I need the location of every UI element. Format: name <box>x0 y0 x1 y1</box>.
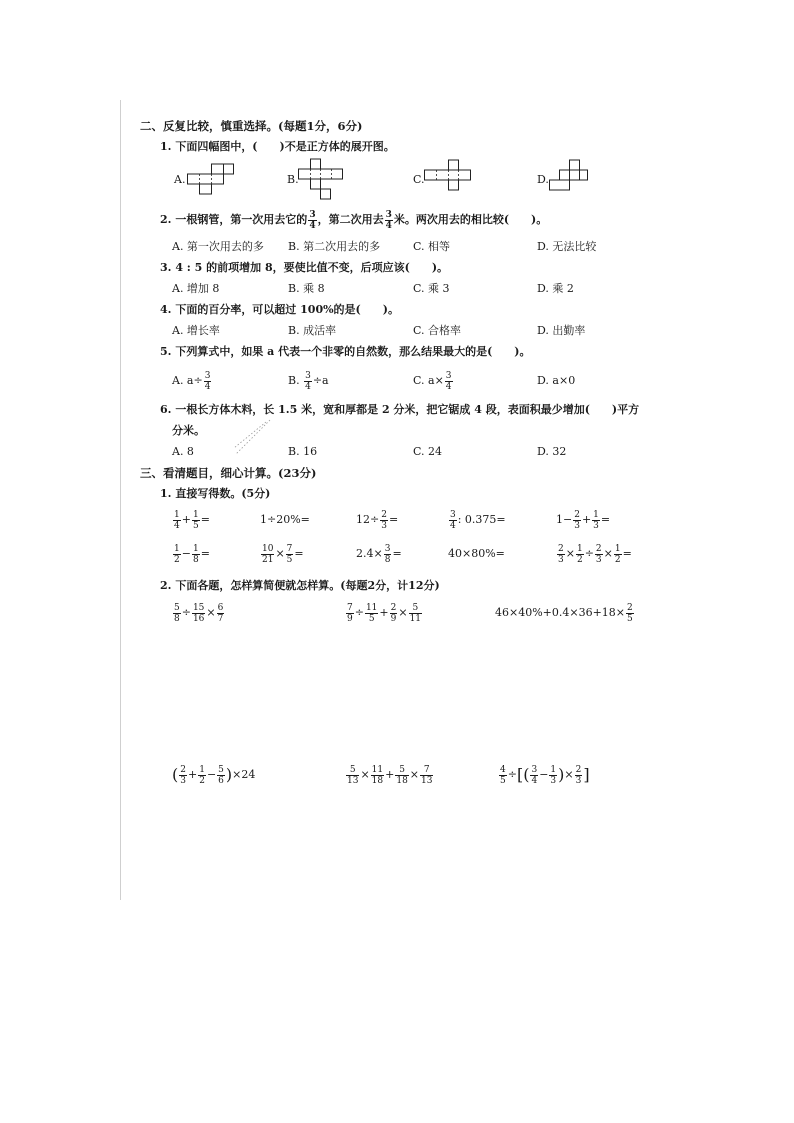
q2-fraction-1: $\frac{3}{4}$ <box>309 209 316 231</box>
q5-option-a[interactable]: A. a÷ $\frac{3}{4}$ <box>172 370 211 392</box>
oral-calc-1-1: $\frac{1}{4}$ + $\frac{1}{5}$ = <box>174 509 210 531</box>
q3-text: 3. 4 : 5 的前项增加 8，要使比值不变，后项应该( )。 <box>160 261 449 274</box>
oral-calc-1-3: 12÷ $\frac{2}{3}$ = <box>356 509 399 531</box>
q2-fraction-2: $\frac{3}{4}$ <box>385 209 392 231</box>
q3-option-b[interactable]: B. 乘 8 <box>288 282 325 295</box>
q5-text: 5. 下列算式中，如果 a 代表一个非零的自然数，那么结果最大的是( )。 <box>160 345 531 358</box>
q6-option-c[interactable]: C. 24 <box>413 445 443 458</box>
q5-option-a-fraction: $\frac{3}{4}$ <box>204 370 211 392</box>
q1-option-a-label: A. <box>174 173 186 186</box>
q1-text: 1. 下面四幅图中，( )不是正方体的展开图。 <box>160 140 395 153</box>
q6-option-b[interactable]: B. 16 <box>288 445 318 458</box>
q2-text-part1: 2. 一根钢管，第一次用去它的 <box>160 213 308 226</box>
q5-option-d[interactable]: D. a×0 <box>537 374 576 387</box>
q1-option-b-net[interactable] <box>298 158 344 200</box>
q1-option-a-net[interactable] <box>187 163 235 195</box>
calc-item-5: $\frac{5}{13}$ × $\frac{11}{18}$ + $\frac{5}{18}$ × $\frac{7}{13}$ <box>347 764 433 786</box>
q1-option-d-net[interactable] <box>548 159 590 201</box>
oral-calc-1-4: $\frac{3}{4}$ : 0.375= <box>450 509 506 531</box>
q5-option-b-fraction: $\frac{3}{4}$ <box>305 370 311 392</box>
q1-option-c-label: C. <box>413 173 425 186</box>
q6-option-d[interactable]: D. 32 <box>537 445 567 458</box>
q2-option-b[interactable]: B. 第二次用去的多 <box>288 240 381 253</box>
binding-margin-line <box>120 100 121 900</box>
calc-item-6: $\frac{4}{5}$ ÷[( $\frac{3}{4}$ − $\frac{1}{3}$ )× $\frac{2}{3}$ ] <box>500 764 590 786</box>
q4-option-a[interactable]: A. 增长率 <box>172 324 220 337</box>
calc-item-4: ( $\frac{2}{3}$ + $\frac{1}{2}$ − $\frac{5}{6}$ )×24 <box>172 764 256 786</box>
q5-option-b[interactable]: B. $\frac{3}{4}$ ÷a <box>288 370 329 392</box>
q6-option-a[interactable]: A. 8 <box>172 445 194 458</box>
oral-calc-2-4: 40×80%= <box>448 547 505 560</box>
q4-option-b[interactable]: B. 成活率 <box>288 324 337 337</box>
q2-text-part3: 米。两次用去的相比较( )。 <box>393 213 548 226</box>
q1-option-d-label: D. <box>537 173 549 186</box>
q4-option-d[interactable]: D. 出勤率 <box>537 324 586 337</box>
section-3-title: 三、看清题目，细心计算。(23分) <box>140 466 317 480</box>
oral-calc-2-1: $\frac{1}{2}$ − $\frac{1}{8}$ = <box>174 543 210 565</box>
q6-text-line1: 6. 一根长方体木料，长 1.5 米，宽和厚都是 2 分米，把它锯成 4 段，表面积最少增加( )平方 <box>160 403 640 416</box>
q5-option-c-fraction: $\frac{3}{4}$ <box>445 370 452 392</box>
calc-item-1: $\frac{5}{8}$ ÷ $\frac{15}{16}$ × $\frac{6}{7}$ <box>174 602 224 624</box>
q1-option-b-label: B. <box>287 173 299 186</box>
oral-calc-1-2: 1÷20%= <box>260 513 310 526</box>
oral-calc-2-5: $\frac{2}{3}$ × $\frac{1}{2}$ ÷ $\frac{2}{3}$ × $\frac{1}{2}$ = <box>558 543 632 565</box>
calc-item-2: $\frac{7}{9}$ ÷ $\frac{11}{5}$ + $\frac{2}{9}$ × $\frac{5}{11}$ <box>347 602 422 624</box>
q4-text: 4. 下面的百分率，可以超过 100%的是( )。 <box>160 303 399 316</box>
q6-text-line2: 分米。 <box>172 424 205 437</box>
q1-option-c-net[interactable] <box>424 159 472 199</box>
section-2-title: 二、反复比较，慎重选择。(每题1分，6分) <box>140 119 363 133</box>
q2-text <box>160 208 547 232</box>
q3-option-c[interactable]: C. 乘 3 <box>413 282 450 295</box>
oral-calc-2-3: 2.4× $\frac{3}{8}$ = <box>356 543 402 565</box>
scan-mark-decoration <box>232 418 272 462</box>
q4-option-c[interactable]: C. 合格率 <box>413 324 462 337</box>
oral-calc-1-5: 1− $\frac{2}{3}$ + $\frac{1}{3}$ = <box>556 509 611 531</box>
part2-title: 2. 下面各题，怎样算简便就怎样算。(每题2分，计12分) <box>160 579 440 592</box>
calc-item-3: 46×40%+0.4×36+18× $\frac{2}{5}$ <box>495 602 633 624</box>
q2-option-a[interactable]: A. 第一次用去的多 <box>172 240 264 253</box>
q3-option-d[interactable]: D. 乘 2 <box>537 282 574 295</box>
q5-option-c[interactable]: C. a× $\frac{3}{4}$ <box>413 370 452 392</box>
q2-option-c[interactable]: C. 相等 <box>413 240 451 253</box>
q2-text-part2: ，第二次用去 <box>317 213 384 226</box>
q3-option-a[interactable]: A. 增加 8 <box>172 282 220 295</box>
oral-calc-2-2: $\frac{10}{21}$ × $\frac{7}{5}$ = <box>262 543 304 565</box>
part1-title: 1. 直接写得数。(5分) <box>160 487 271 500</box>
q2-option-d[interactable]: D. 无法比较 <box>537 240 597 253</box>
